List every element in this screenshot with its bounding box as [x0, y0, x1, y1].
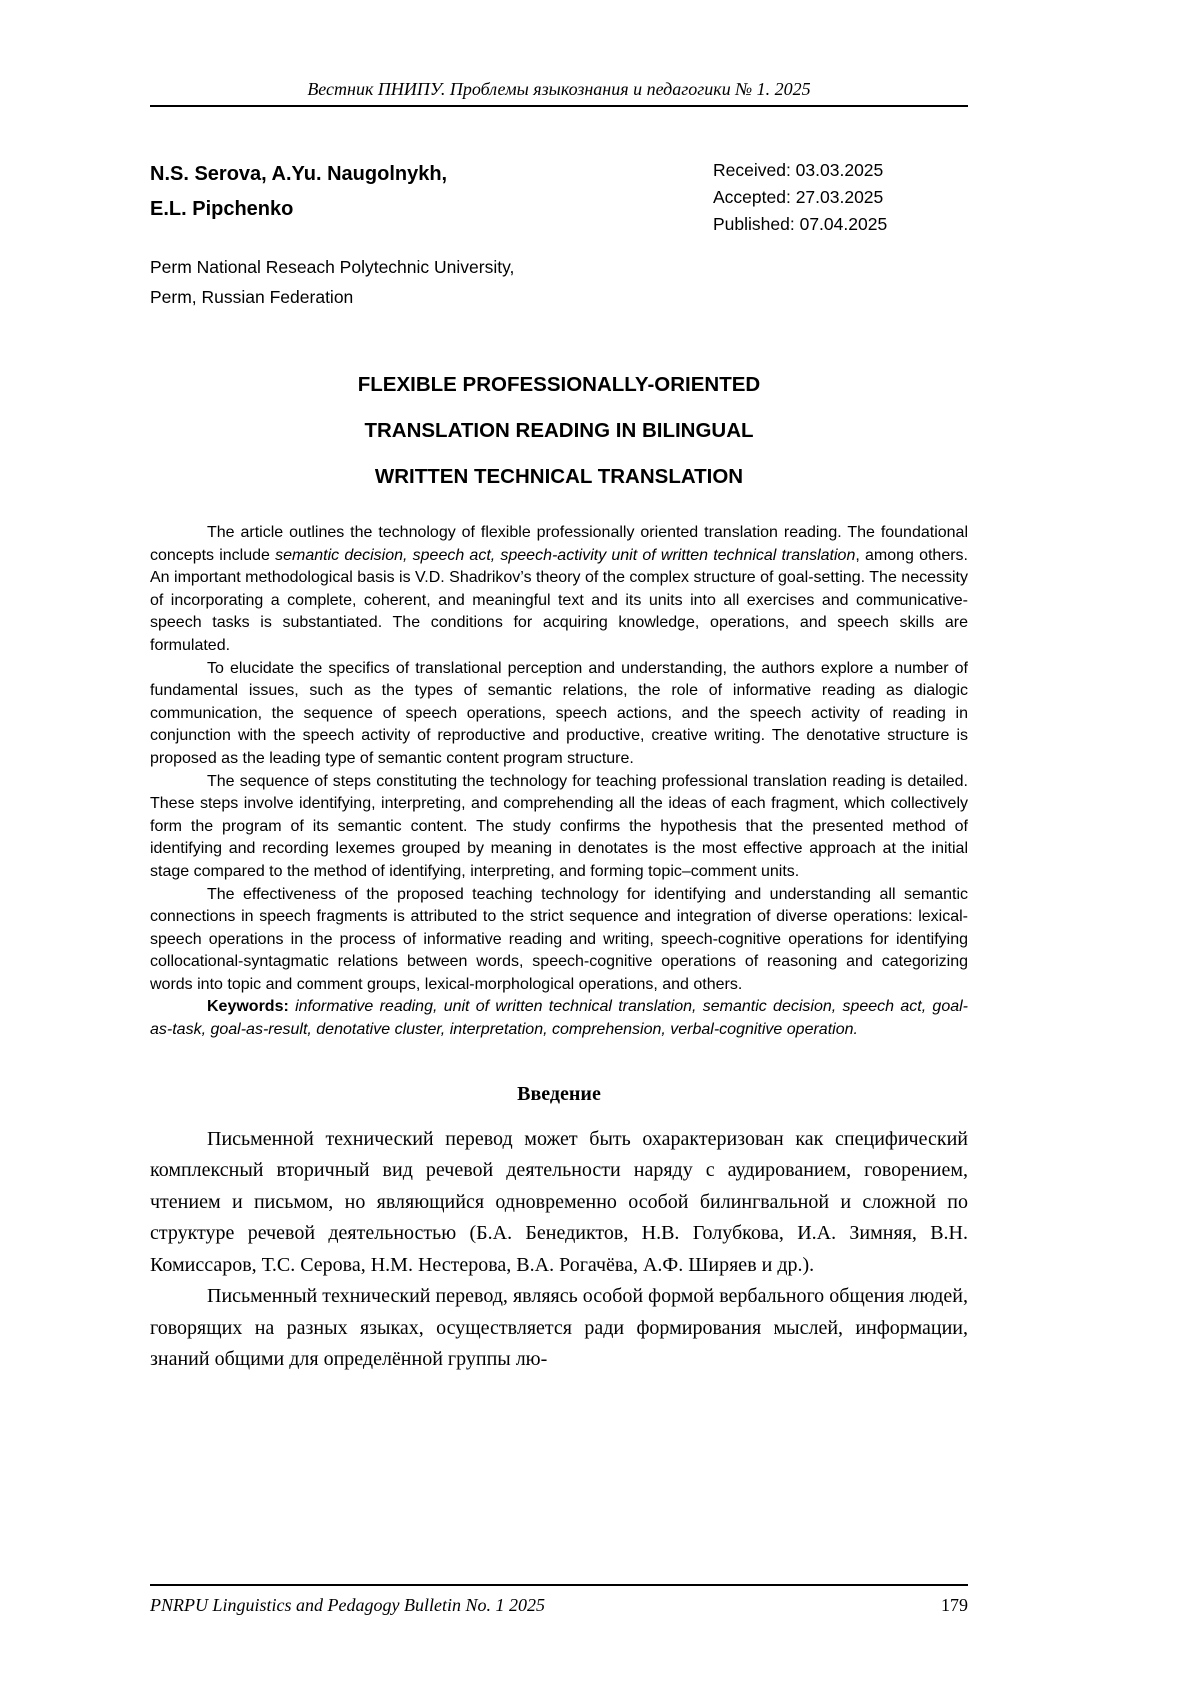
- abstract-paragraph: The sequence of steps constituting the technology for teaching professional translation reading is detailed. These steps involve identifying, interpreting, and comprehending all the ideas of each fragment, which collectively form the program of its semantic content. The study confirms the hypothesis that the presented method of identifying and recording lexemes grouped by meaning in denotates is the most effective approach at the initial stage compared to the method of identifying, interpreting, and forming topic–comment units.: [150, 772, 968, 880]
- keywords-label: Keywords:: [207, 998, 289, 1016]
- footer-journal-title: PNRPU Linguistics and Pedagogy Bulletin No. 1 2025: [150, 1595, 545, 1615]
- received-date: Received: 03.03.2025: [713, 160, 884, 180]
- article-title-line: FLEXIBLE PROFESSIONALLY-ORIENTED: [357, 373, 761, 396]
- article-title-line: WRITTEN TECHNICAL TRANSLATION: [374, 465, 744, 488]
- abstract-section: [150, 522, 968, 1042]
- authors-line: E.L. Pipchenko: [150, 198, 294, 220]
- journal-header: [150, 78, 968, 107]
- dates-block: [713, 157, 968, 238]
- page-content: [150, 0, 968, 1376]
- abstract-paragraph: The effectiveness of the proposed teaching technology for identifying and understanding all semantic connections in speech fragments is attributed to the strict sequence and integration of diverse operations: lexical-speech operations in the process of informative reading and writing, speech-cognitive operations for identifying collocational-syntagmatic relations between words, speech-cognitive operations of reasoning and categorizing words into topic and comment groups, lexical-morphological operations, and others.: [150, 885, 968, 993]
- abstract-text: , among others. An important methodological basis is V.D. Shadrikov’s theory of the complex structure of goal-setting. The necessity of incorporating a complete, coherent, and meaningful text and its units into all exercises and communicative-speech tasks is substantiated. The conditions for acquiring knowledge, operations, and speech skills are formulated.: [150, 546, 969, 654]
- affiliation-line: Perm National Reseach Polytechnic University,: [150, 257, 515, 277]
- abstract-text: The article outlines the technology of flexible professionally oriented translation reading. The foundational concepts include: [150, 524, 968, 564]
- authors-block: [150, 157, 447, 238]
- introduction-body: [150, 1124, 968, 1376]
- section-heading-introduction: Введение: [517, 1082, 601, 1105]
- article-title: [150, 362, 968, 500]
- affiliation-block: [150, 252, 968, 312]
- body-paragraph: Письменной технический перевод может быть охарактеризован как специфический комплексный вторичный вид речевой деятельности наряду с аудированием, говорением, чтением и письмом, но являющийся одновременно особой билингвальной и сложной по структуре речевой деятельностью (Б.А. Бенедиктов, Н.В. Голубкова, И.А. Зимняя, В.Н. Комиссаров, Т.С. Серова, Н.М. Нестерова, В.А. Рогачёва, А.Ф. Ширяев и др.).: [150, 1127, 968, 1276]
- published-date: Published: 07.04.2025: [713, 214, 888, 234]
- footer-row: [150, 1586, 968, 1616]
- abstract-italic-terms: semantic decision, speech act, speech-activity unit of written technical translation: [275, 546, 856, 564]
- body-paragraph: Письменный технический перевод, являясь особой формой вербального общения людей, говорящих на разных языках, осуществляется ради формирования мыслей, информации, знаний общими для определённой группы лю-: [150, 1285, 968, 1371]
- keywords-list: informative reading, unit of written technical translation, semantic decision, speech act, goal-as-task, goal-as-result, denotative cluster, interpretation, comprehension, verbal-cognitive operation.: [150, 998, 968, 1039]
- affiliation-line: Perm, Russian Federation: [150, 287, 354, 307]
- article-meta: [150, 157, 968, 238]
- journal-running-title: Вестник ПНИПУ. Проблемы языкознания и педагогики № 1. 2025: [307, 79, 811, 99]
- header-rule: [150, 105, 968, 107]
- authors-line: N.S. Serova, A.Yu. Naugolnykh,: [150, 163, 448, 185]
- article-title-line: TRANSLATION READING IN BILINGUAL: [364, 419, 754, 442]
- accepted-date: Accepted: 27.03.2025: [713, 187, 884, 207]
- abstract-paragraph: To elucidate the specifics of translational perception and understanding, the authors explore a number of fundamental issues, such as the types of semantic relations, the role of informative reading as dialogic communication, the sequence of speech operations, speech actions, and the speech activity of reading in conjunction with the speech activity of reproductive and productive, creative writing. The denotative structure is proposed as the leading type of semantic content program structure.: [150, 659, 968, 767]
- abstract-paragraph: [150, 522, 968, 658]
- page-footer: [150, 1584, 968, 1616]
- keywords-paragraph: [150, 996, 968, 1041]
- page-number: 179: [941, 1595, 968, 1615]
